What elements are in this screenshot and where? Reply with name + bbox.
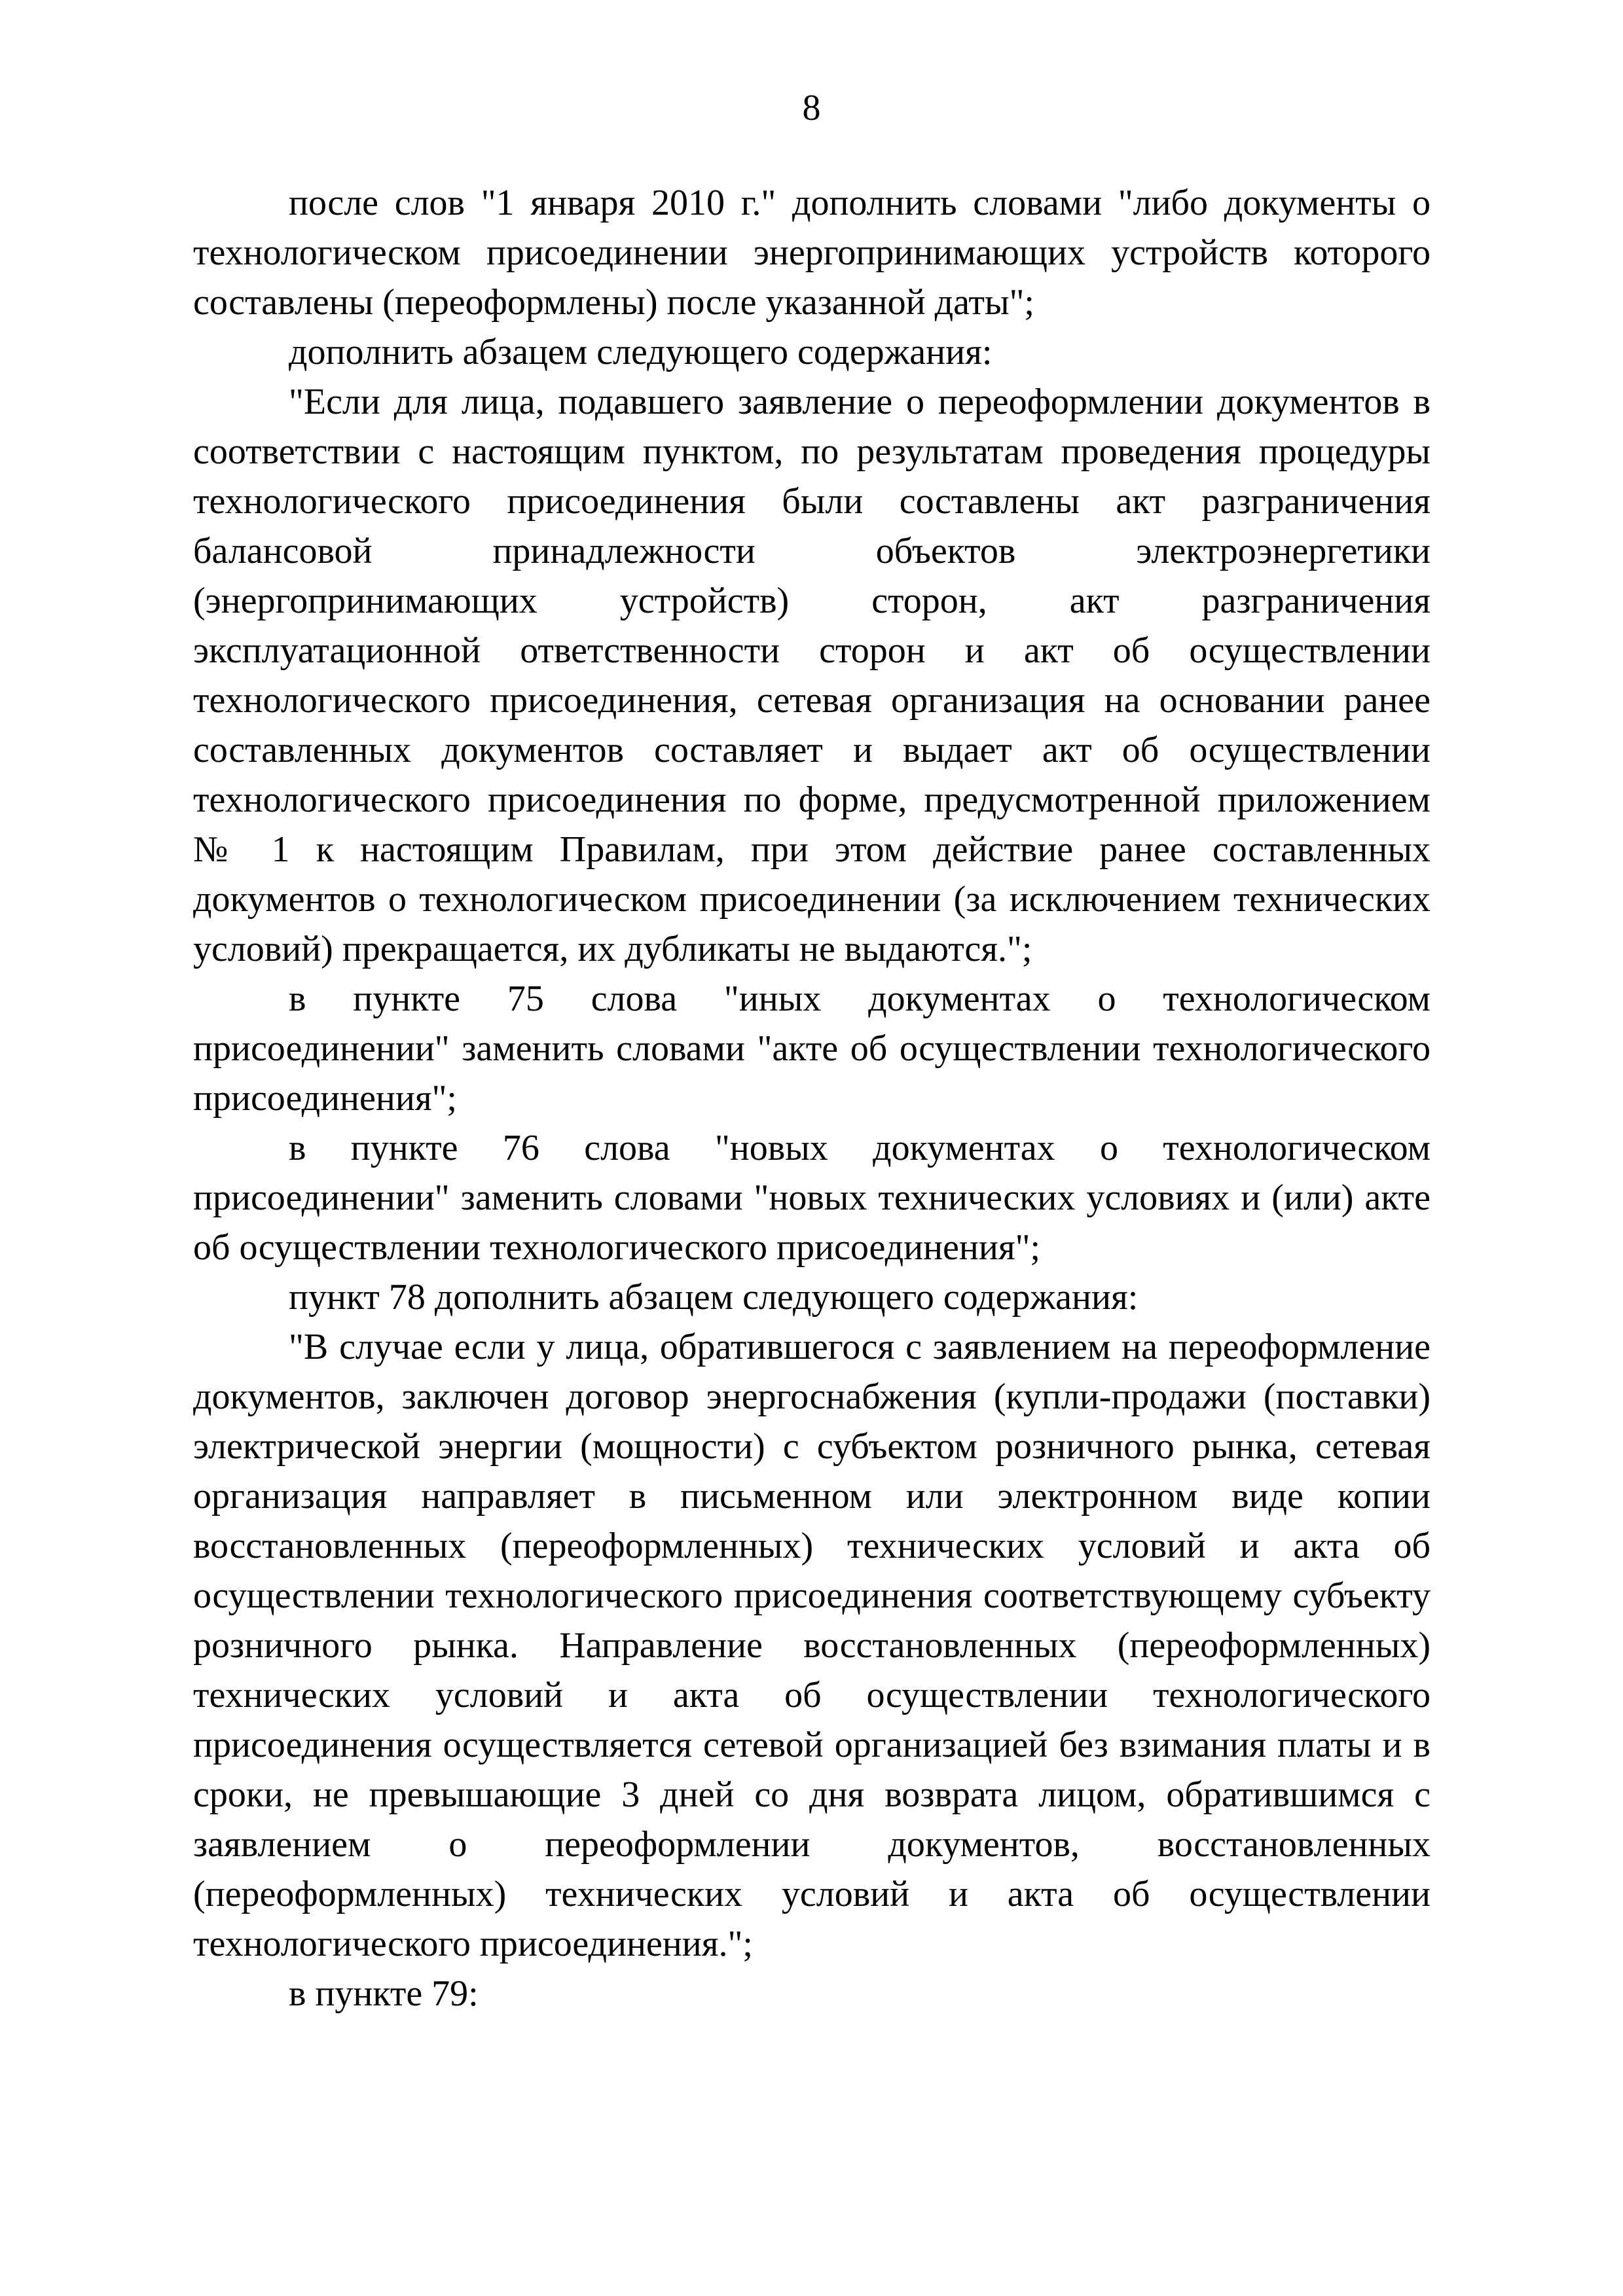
paragraph: в пункте 75 слова "иных документах о технологическом присоединении" заменить словами "акте об осуществлении технологического присоединения"; xyxy=(193,978,1431,1119)
page-number: 8 xyxy=(802,88,821,128)
document-body xyxy=(193,178,1431,2018)
paragraph: дополнить абзацем следующего содержания: xyxy=(289,332,993,372)
paragraph: в пункте 79: xyxy=(289,1973,479,2014)
paragraph: после слов "1 января 2010 г." дополнить словами "либо документы о технологическом присоединении энергопринимающих устройств которого составлены (переоформлены) после указанной даты"; xyxy=(193,183,1431,323)
paragraph: "В случае если у лица, обратившегося с заявлением на переоформление документов, заключен договор энергоснабжения (купли-продажи (поставки) электрической энергии (мощности) с субъектом розничного рынка, сетевая организация направляет в письменном или электронном виде копии восстановленных (переоформленных) технических условий и акта об осуществлении технологического присоединения соответствующему субъекту розничного рынка. Направление восстановленных (переоформленных) технических условий и акта об осуществлении технологического присоединения осуществляется сетевой организацией без взимания платы и в сроки, не превышающие 3 дней со дня возврата лицом, обратившимся с заявлением о переоформлении документов, восстановленных (переоформленных) технических условий и акта об осуществлении технологического присоединения."; xyxy=(193,1327,1431,1964)
paragraph: "Если для лица, подавшего заявление о переоформлении документов в соответствии с настоящим пунктом, по результатам проведения процедуры технологического присоединения были составлены акт разграничения балансовой принадлежности объектов электроэнергетики (энергопринимающих устройств) сторон, акт разграничения эксплуатационной ответственности сторон и акт об осуществлении технологического присоединения, сетевая организация на основании ранее составленных документов составляет и выдает акт об осуществлении технологического присоединения по форме, предусмотренной приложением № 1 к настоящим Правилам, при этом действие ранее составленных документов о технологическом присоединении (за исключением технических условий) прекращается, их дубликаты не выдаются."; xyxy=(193,382,1431,969)
paragraph: пункт 78 дополнить абзацем следующего содержания: xyxy=(289,1277,1139,1318)
paragraph: в пункте 76 слова "новых документах о технологическом присоединении" заменить словами "новых технических условиях и (или) акте об осуществлении технологического присоединения"; xyxy=(193,1128,1431,1268)
